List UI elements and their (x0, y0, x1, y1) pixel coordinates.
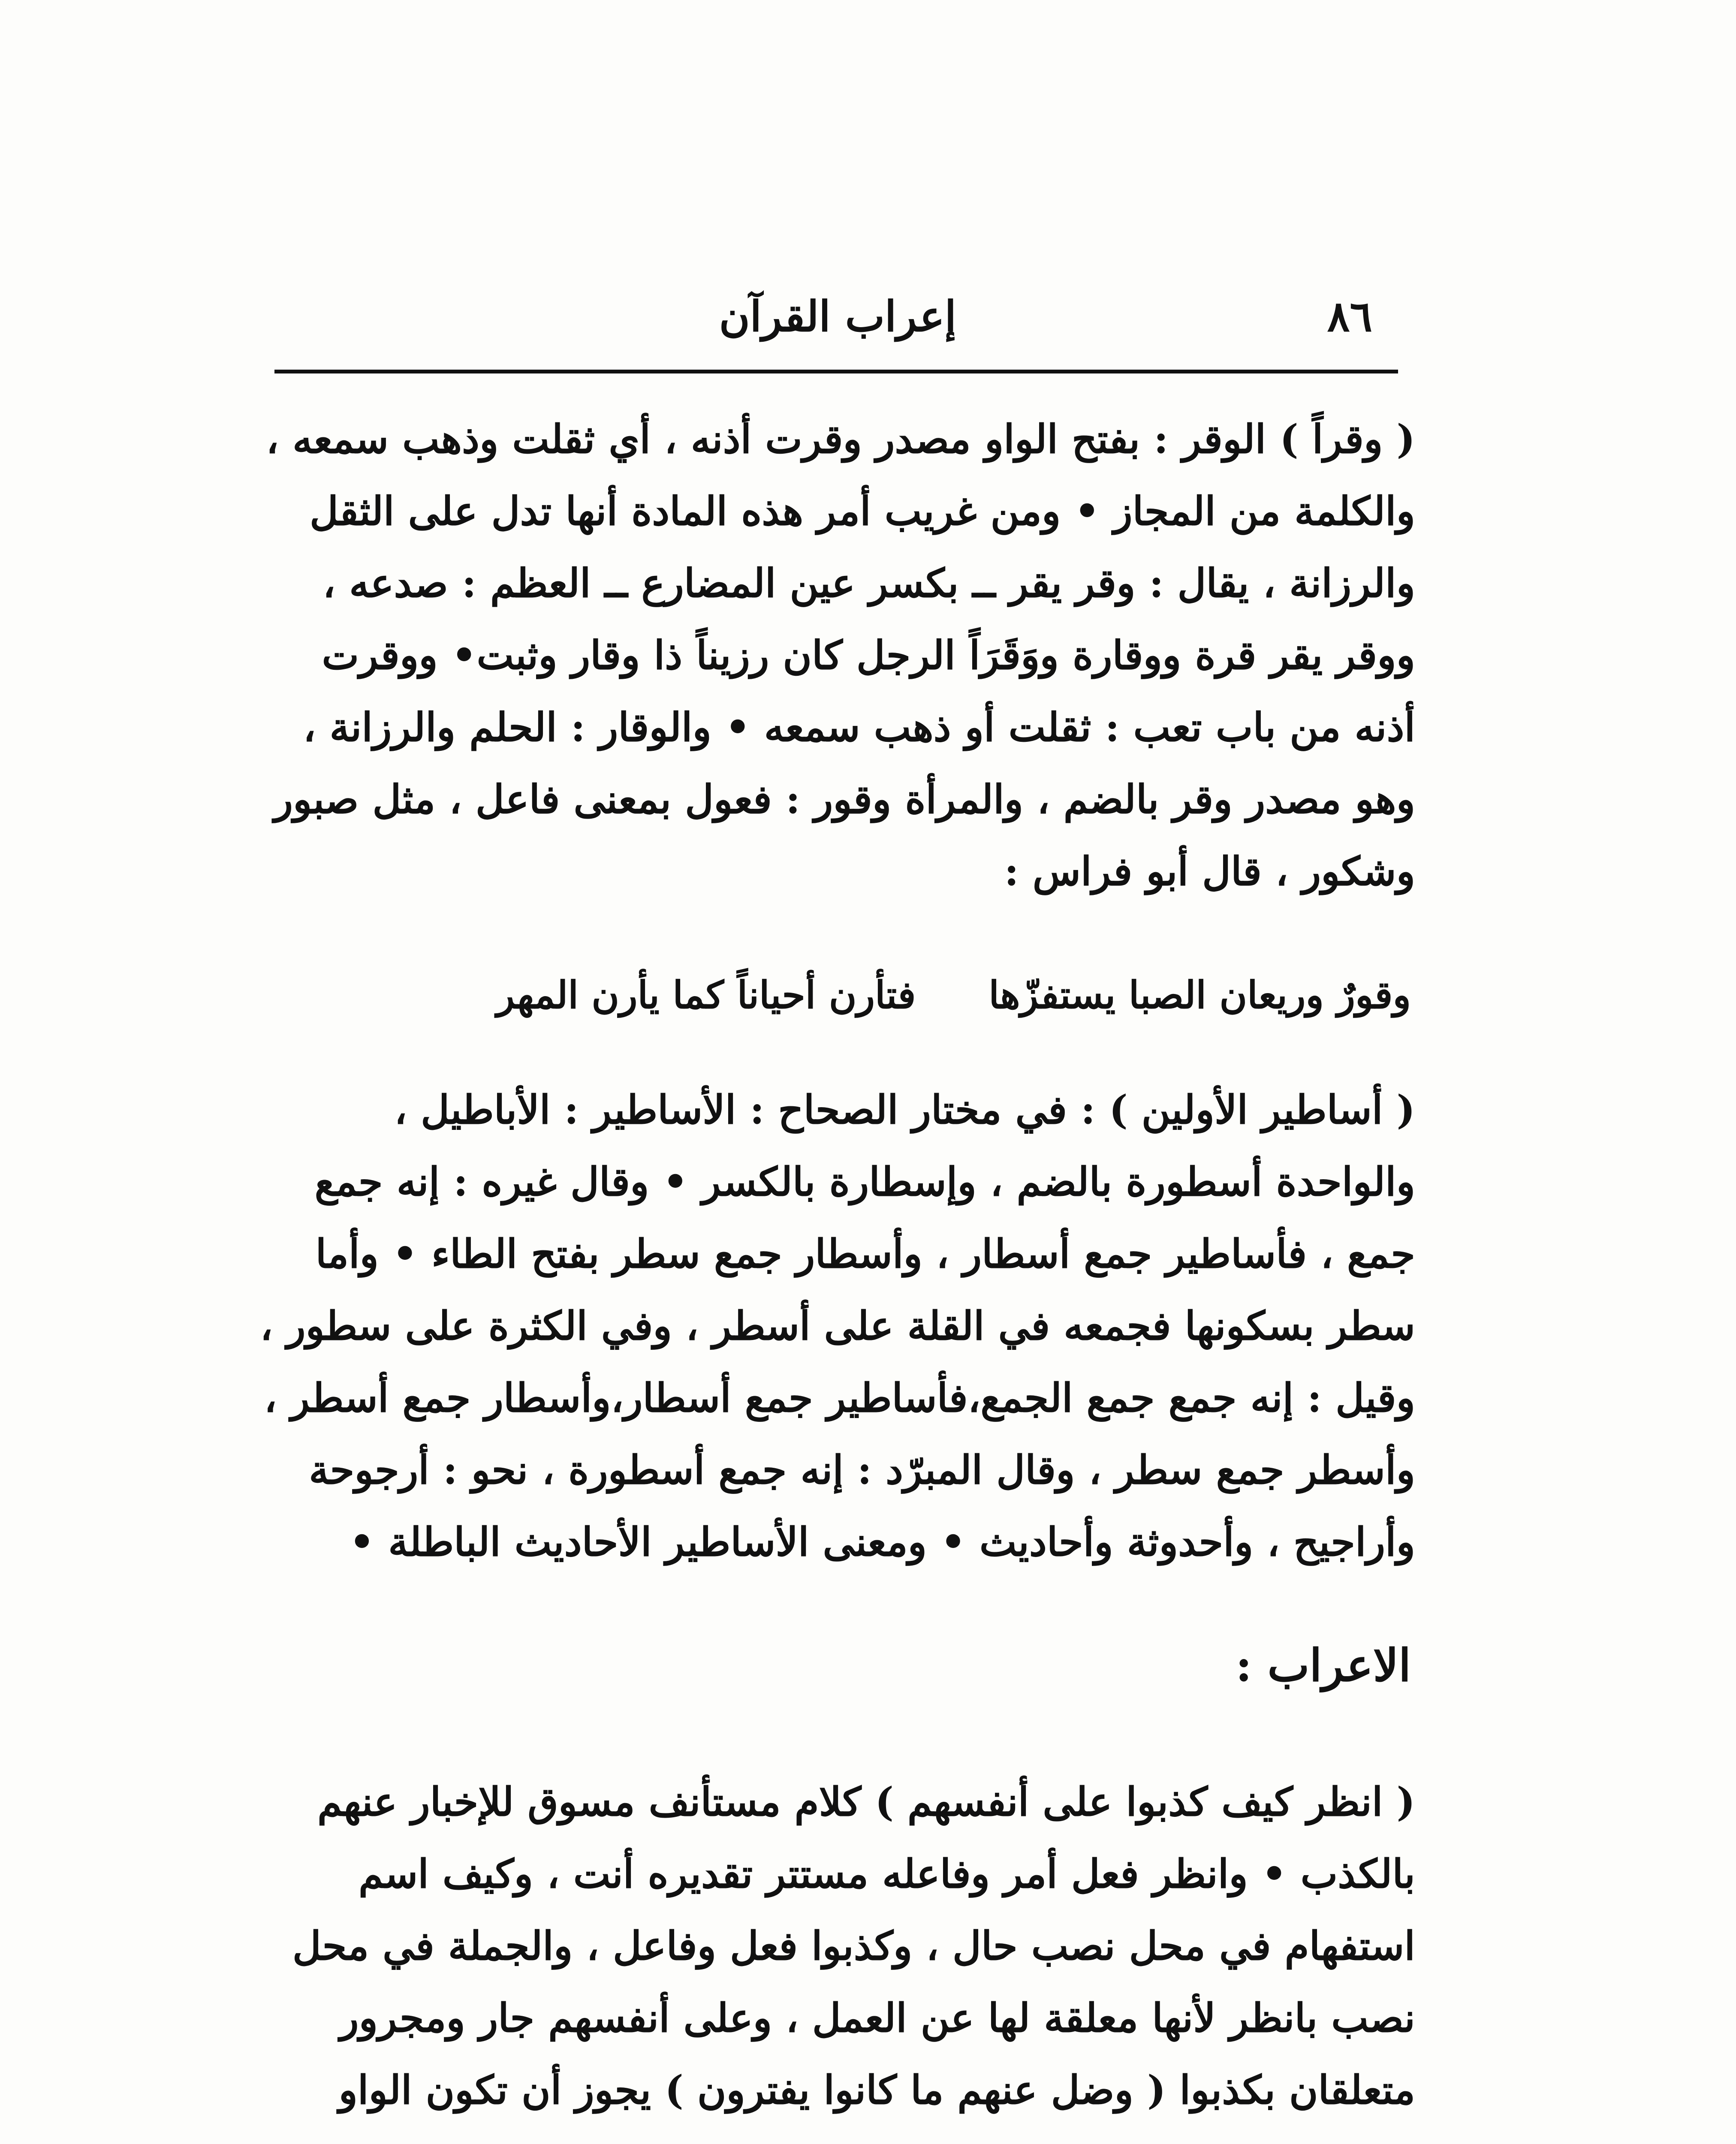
page-number: ٨٦ (1327, 292, 1372, 341)
header-divider (274, 370, 1398, 373)
spacer (257, 1031, 1415, 1074)
spacer (257, 907, 1415, 959)
poetry-verse (257, 959, 1415, 1031)
running-header (274, 279, 1398, 369)
page-body (257, 403, 1415, 2126)
page-title: إعراب القرآن (719, 292, 956, 341)
spacer (257, 1578, 1415, 1629)
paragraph-irab: ( انظر كيف كذبوا على أنفسهم ) كلام مستأنف مسوق للإخبار عنهم بالكذب • وانظر فعل أمر وفاعله مستتر تقديره أنت ، وكيف اسم استفهام في محل نصب حال ، وكذبوا فعل وفاعل ، والجملة في محل نصب بانظر لأنها معلقة لها عن العمل ، وعلى أنفسهم جار ومجرور متعلقان بكذبوا ( وضل عنهم ما كانوا يفترون ) يجوز أن تكون الواو (292, 1779, 1415, 2113)
verse-second-hemistich: فتأرن أحياناً كما يأرن المهر (496, 973, 916, 1017)
paragraph-waqr: ( وقراً ) الوقر : بفتح الواو مصدر وقرت أذنه ، أي ثقلت وذهب سمعه ، والكلمة من المجاز • ومن غريب أمر هذه المادة أنها تدل على الثقل والرزانة ، يقال : وقر يقر ــ بكسر عين المضارع ــ العظم : صدعه ، ووقر يقر قرة ووقارة ووَقَرَاً الرجل كان رزيناً ذا وقار وثبت• ووقرت أذنه من باب تعب : ثقلت أو ذهب سمعه • والوقار : الحلم والرزانة ، وهو مصدر وقر بالضم ، والمرأة وقور : فعول بمعنى فاعل ، مثل صبور وشكور ، قال أبو فراس : (266, 416, 1415, 894)
spacer (257, 1701, 1415, 1766)
verse-first-hemistich: وقورٌ وريعان الصبا يستفزّها (989, 973, 1411, 1017)
paragraph-asatir: ( أساطير الأولين ) : في مختار الصحاح : الأساطير : الأباطيل ، والواحدة أسطورة بالضم ، وإسطارة بالكسر • وقال غيره : إنه جمع جمع ، فأساطير جمع أسطار ، وأسطار جمع سطر بفتح الطاء • وأما سطر بسكونها فجمعه في القلة على أسطر ، وفي الكثرة على سطور ، وقيل : إنه جمع جمع الجمع،فأساطير جمع أسطار،وأسطار جمع أسطر ، وأسطر جمع سطر ، وقال المبرّد : إنه جمع أسطورة ، نحو : أرجوحة وأراجيح ، وأحدوثة وأحاديث • ومعنى الأساطير الأحاديث الباطلة • (260, 1087, 1415, 1565)
section-heading: الاعراب : (1235, 1639, 1411, 1692)
